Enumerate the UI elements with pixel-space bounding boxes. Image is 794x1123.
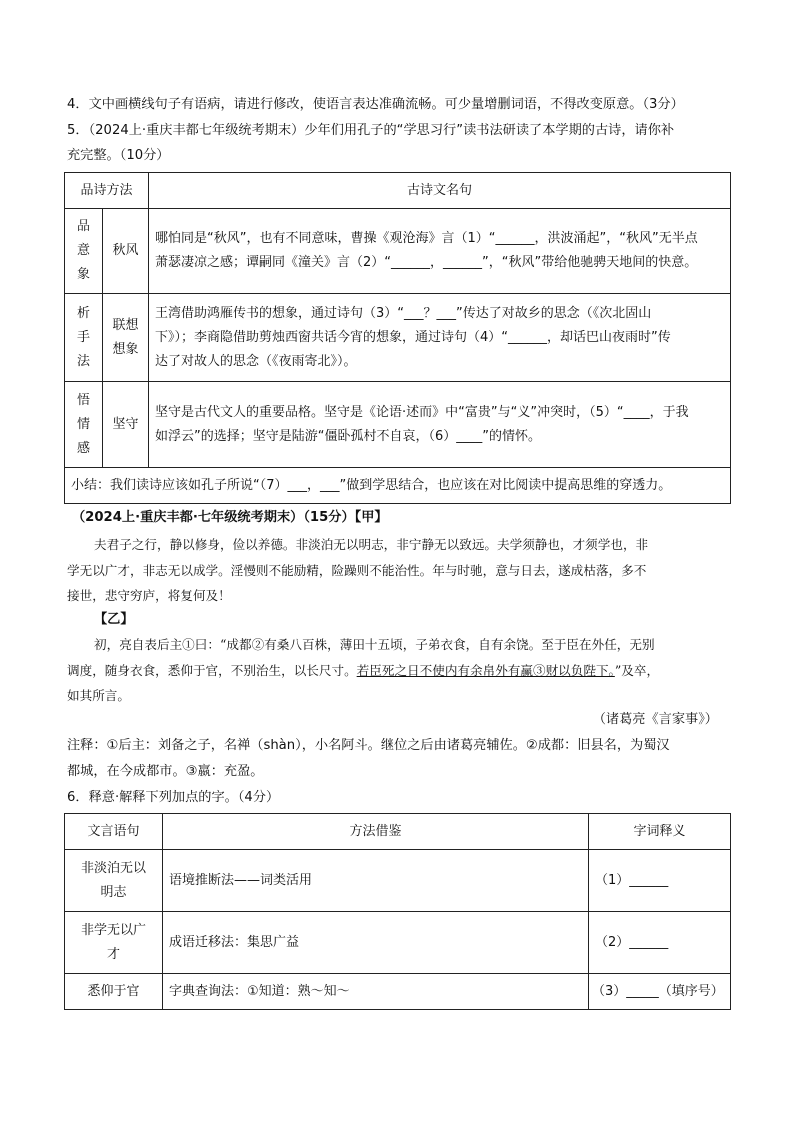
phrase-cell: 悉仰于官 [65, 974, 163, 1010]
question-5-line1: 5．（2024上·重庆丰都七年级统考期末）少年们用孔子的“学思习行”读书法研读了本学期的古诗，请你补 [67, 123, 675, 138]
jia-line3: 接世，悲守穷庐，将复何及！ [67, 588, 231, 603]
group-imagery: 品意象 [65, 209, 103, 294]
phrase-line2: 明志 [100, 884, 127, 900]
phrase-line2: 才 [106, 946, 120, 962]
row-emotion-line2: 如浮云”的选择；坚守是陆游“僵卧孤村不自哀，（6）____”的情怀。 [155, 428, 541, 444]
yi-line2-end: ”及卒， [614, 663, 660, 678]
header-phrase: 文言语句 [65, 814, 163, 850]
question-5-line2: 充完整。（10分） [67, 148, 170, 163]
method-cell: 语境推断法——词类活用 [163, 850, 589, 912]
answer-cell: （3）_____（填序号） [589, 974, 731, 1010]
method-cell: 成语迁移法：集思广益 [163, 912, 589, 974]
phrase-cell [65, 850, 163, 912]
row-imagery-text [149, 209, 731, 294]
row-imagery-line2: 萧瑟凄凉之感；谭嗣同《潼关》言（2）“______，______”，“秋风”带给他驰骋天地间的快意。 [155, 255, 698, 270]
jia-line1: 夫君子之行，静以修身，俭以养德。非淡泊无以明志，非宁静无以致远。夫学须静也，才须学也，非 [94, 537, 649, 552]
jia-line2: 学无以广才，非志无以成学。淫慢则不能励精，险躁则不能治性。年与时驰，意与日去，遂成枯落，多不 [67, 563, 647, 578]
row-emotion-text [149, 382, 731, 468]
row-imagery-line1: 哪怕同是“秋风”，也有不同意味，曹操《观沧海》言（1）“______，洪波涌起”，“秋风”无半点 [155, 231, 698, 246]
row-technique-line3: 达了对故人的思念（《夜雨寄北》）。 [155, 353, 357, 369]
yi-line2-start: 调度，随身衣食，悉仰于官，不别治生，以长尺寸。 [67, 663, 357, 678]
yi-line2 [67, 661, 659, 680]
yi-line3: 如其所言。 [67, 688, 130, 703]
note-line1: 注释：①后主：刘备之子，名禅（shàn），小名阿斗。继位之后由诸葛亮辅佐。②成都：旧县名，为蜀汉 [67, 738, 670, 753]
row-emotion-line1: 坚守是古代文人的重要品格。坚守是《论语·述而》中“富贵”与“义”冲突时，（5）“____，于我 [155, 404, 689, 420]
row-technique-text [149, 294, 731, 382]
summary-row: 小结：我们读诗应该如孔子所说“（7）___，___”做到学思结合，也应该在对比阅读中提高思维的穿透力。 [65, 468, 731, 504]
group-technique: 析手法 [65, 294, 103, 382]
poetry-table [64, 172, 731, 504]
group-emotion: 悟情感 [65, 382, 103, 468]
sub-imagination: 联想想象 [103, 294, 149, 382]
question-6: 6．释意·解释下列加点的字。（4分） [67, 790, 280, 805]
row-technique-line1: 王湾借助鸿雁传书的想象，通过诗句（3）“___？___”传达了对故乡的思念（《次北固山 [155, 305, 652, 321]
answer-cell: （2）______ [589, 912, 731, 974]
passage-source: （2024上·重庆丰都·七年级统考期末）（15分）【甲】 [72, 510, 388, 525]
question-4: 4．文中画横线句子有语病，请进行修改，使语言表达准确流畅。可少量增删词语，不得改变原意。（3分） [67, 97, 684, 112]
sub-autumn-wind: 秋风 [103, 209, 149, 294]
sub-persistence: 坚守 [103, 382, 149, 468]
phrase-line1: 非学无以广 [80, 922, 146, 938]
header-lines: 古诗文名句 [149, 173, 731, 209]
method-cell: 字典查询法：①知道：熟～知～ [163, 974, 589, 1010]
answer-cell: （1）______ [589, 850, 731, 912]
header-method-ref: 方法借鉴 [163, 814, 589, 850]
header-method: 品诗方法 [65, 173, 149, 209]
yi-label: 【乙】 [94, 612, 134, 627]
attribution: （诸葛亮《言家事》） [592, 712, 718, 727]
row-technique-line2: 下》）；李商隐借助剪烛西窗共话今宵的想象，通过诗句（4）“______，却话巴山夜雨时”传 [155, 329, 671, 345]
phrase-cell [65, 912, 163, 974]
header-meaning: 字词释义 [589, 814, 731, 850]
yi-line1: 初，亮自表后主①曰：“成都②有桑八百株，薄田十五顷，子弟衣食，自有余饶。至于臣在外任，无别 [94, 637, 655, 652]
vocab-table [64, 813, 731, 1010]
underlined-sentence: 若臣死之日不使内有余帛外有赢③财以负陛下。 [356, 663, 615, 678]
note-line2: 都城，在今成都市。③嬴：充盈。 [67, 764, 264, 779]
phrase-line1: 非淡泊无以 [80, 860, 146, 876]
